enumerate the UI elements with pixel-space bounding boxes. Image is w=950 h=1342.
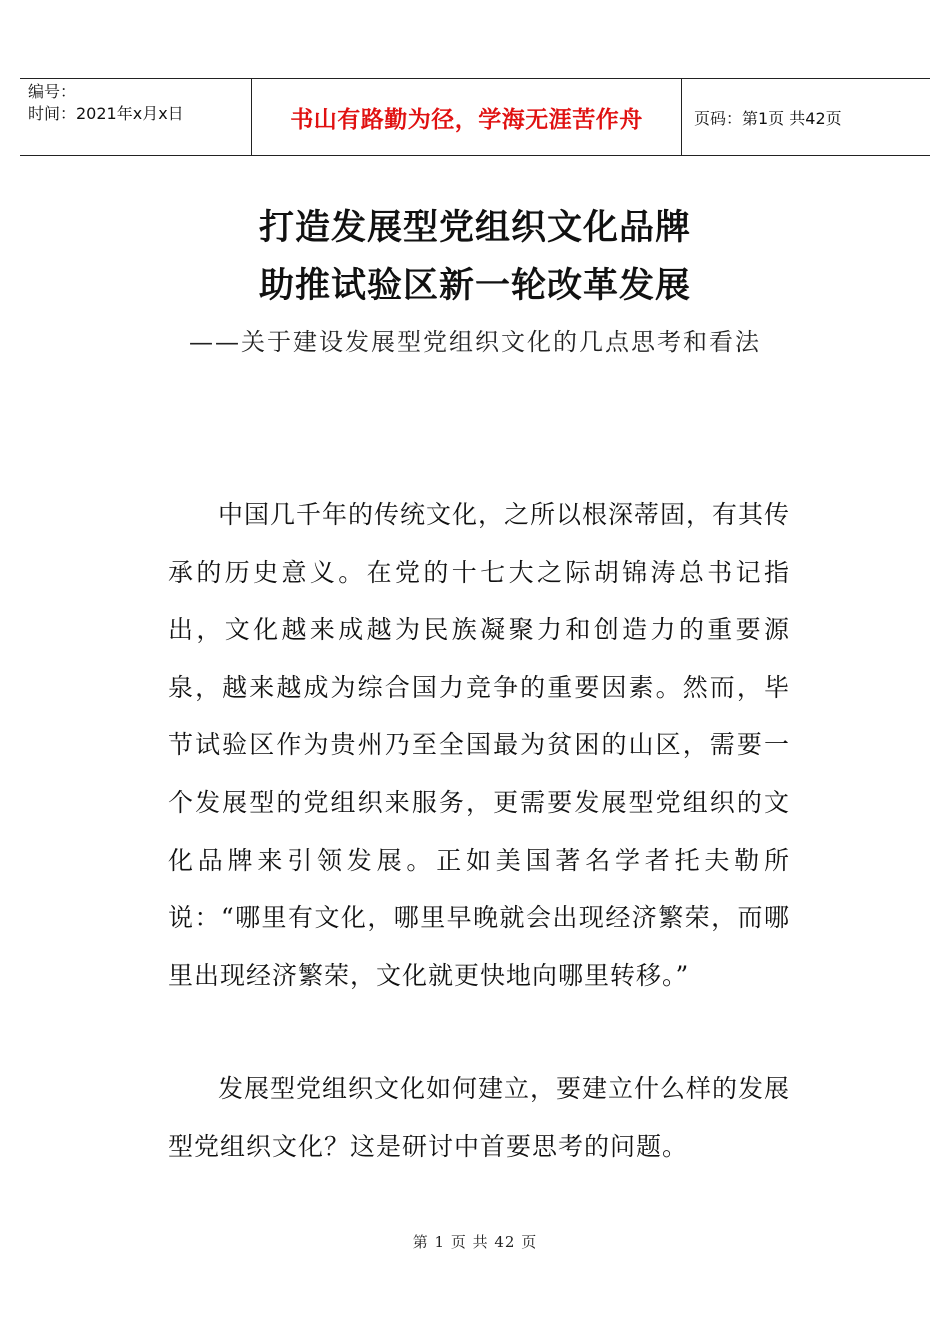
body-paragraph-2: 发展型党组织文化如何建立，要建立什么样的发展型党组织文化？这是研讨中首要思考的问题。 bbox=[168, 1074, 791, 1161]
document-header bbox=[20, 78, 930, 156]
number-label: 编号： bbox=[28, 82, 77, 101]
document-subtitle: ——关于建设发展型党组织文化的几点思考和看法 bbox=[189, 328, 761, 356]
header-meta-cell bbox=[20, 79, 252, 155]
document-title-line1: 打造发展型党组织文化品牌 bbox=[258, 207, 691, 248]
page-footer: 第 1 页 共 42 页 bbox=[412, 1233, 538, 1251]
document-title-line2: 助推试验区新一轮改革发展 bbox=[258, 265, 691, 306]
header-motto: 书山有路勤为径，学海无涯苦作舟 bbox=[252, 79, 682, 155]
time-label: 时间：2021年x月x日 bbox=[28, 104, 184, 123]
body-paragraph-1: 中国几千年的传统文化，之所以根深蒂固，有其传承的历史意义。在党的十七大之际胡锦涛总书记指出，文化越来成越为民族凝聚力和创造力的重要源泉，越来越成为综合国力竞争的重要因素。然而，毕节试验区作为贵州乃至全国最为贫困的山区，需要一个发展型的党组织来服务，更需要发展型党组织的文化品牌来引领发展。正如美国著名学者托夫勒所说：“哪里有文化，哪里早晚就会出现经济繁荣，而哪里出现经济繁荣，文化就更快地向哪里转移。” bbox=[168, 500, 791, 990]
header-page-info: 页码：第1页 共42页 bbox=[694, 108, 842, 128]
